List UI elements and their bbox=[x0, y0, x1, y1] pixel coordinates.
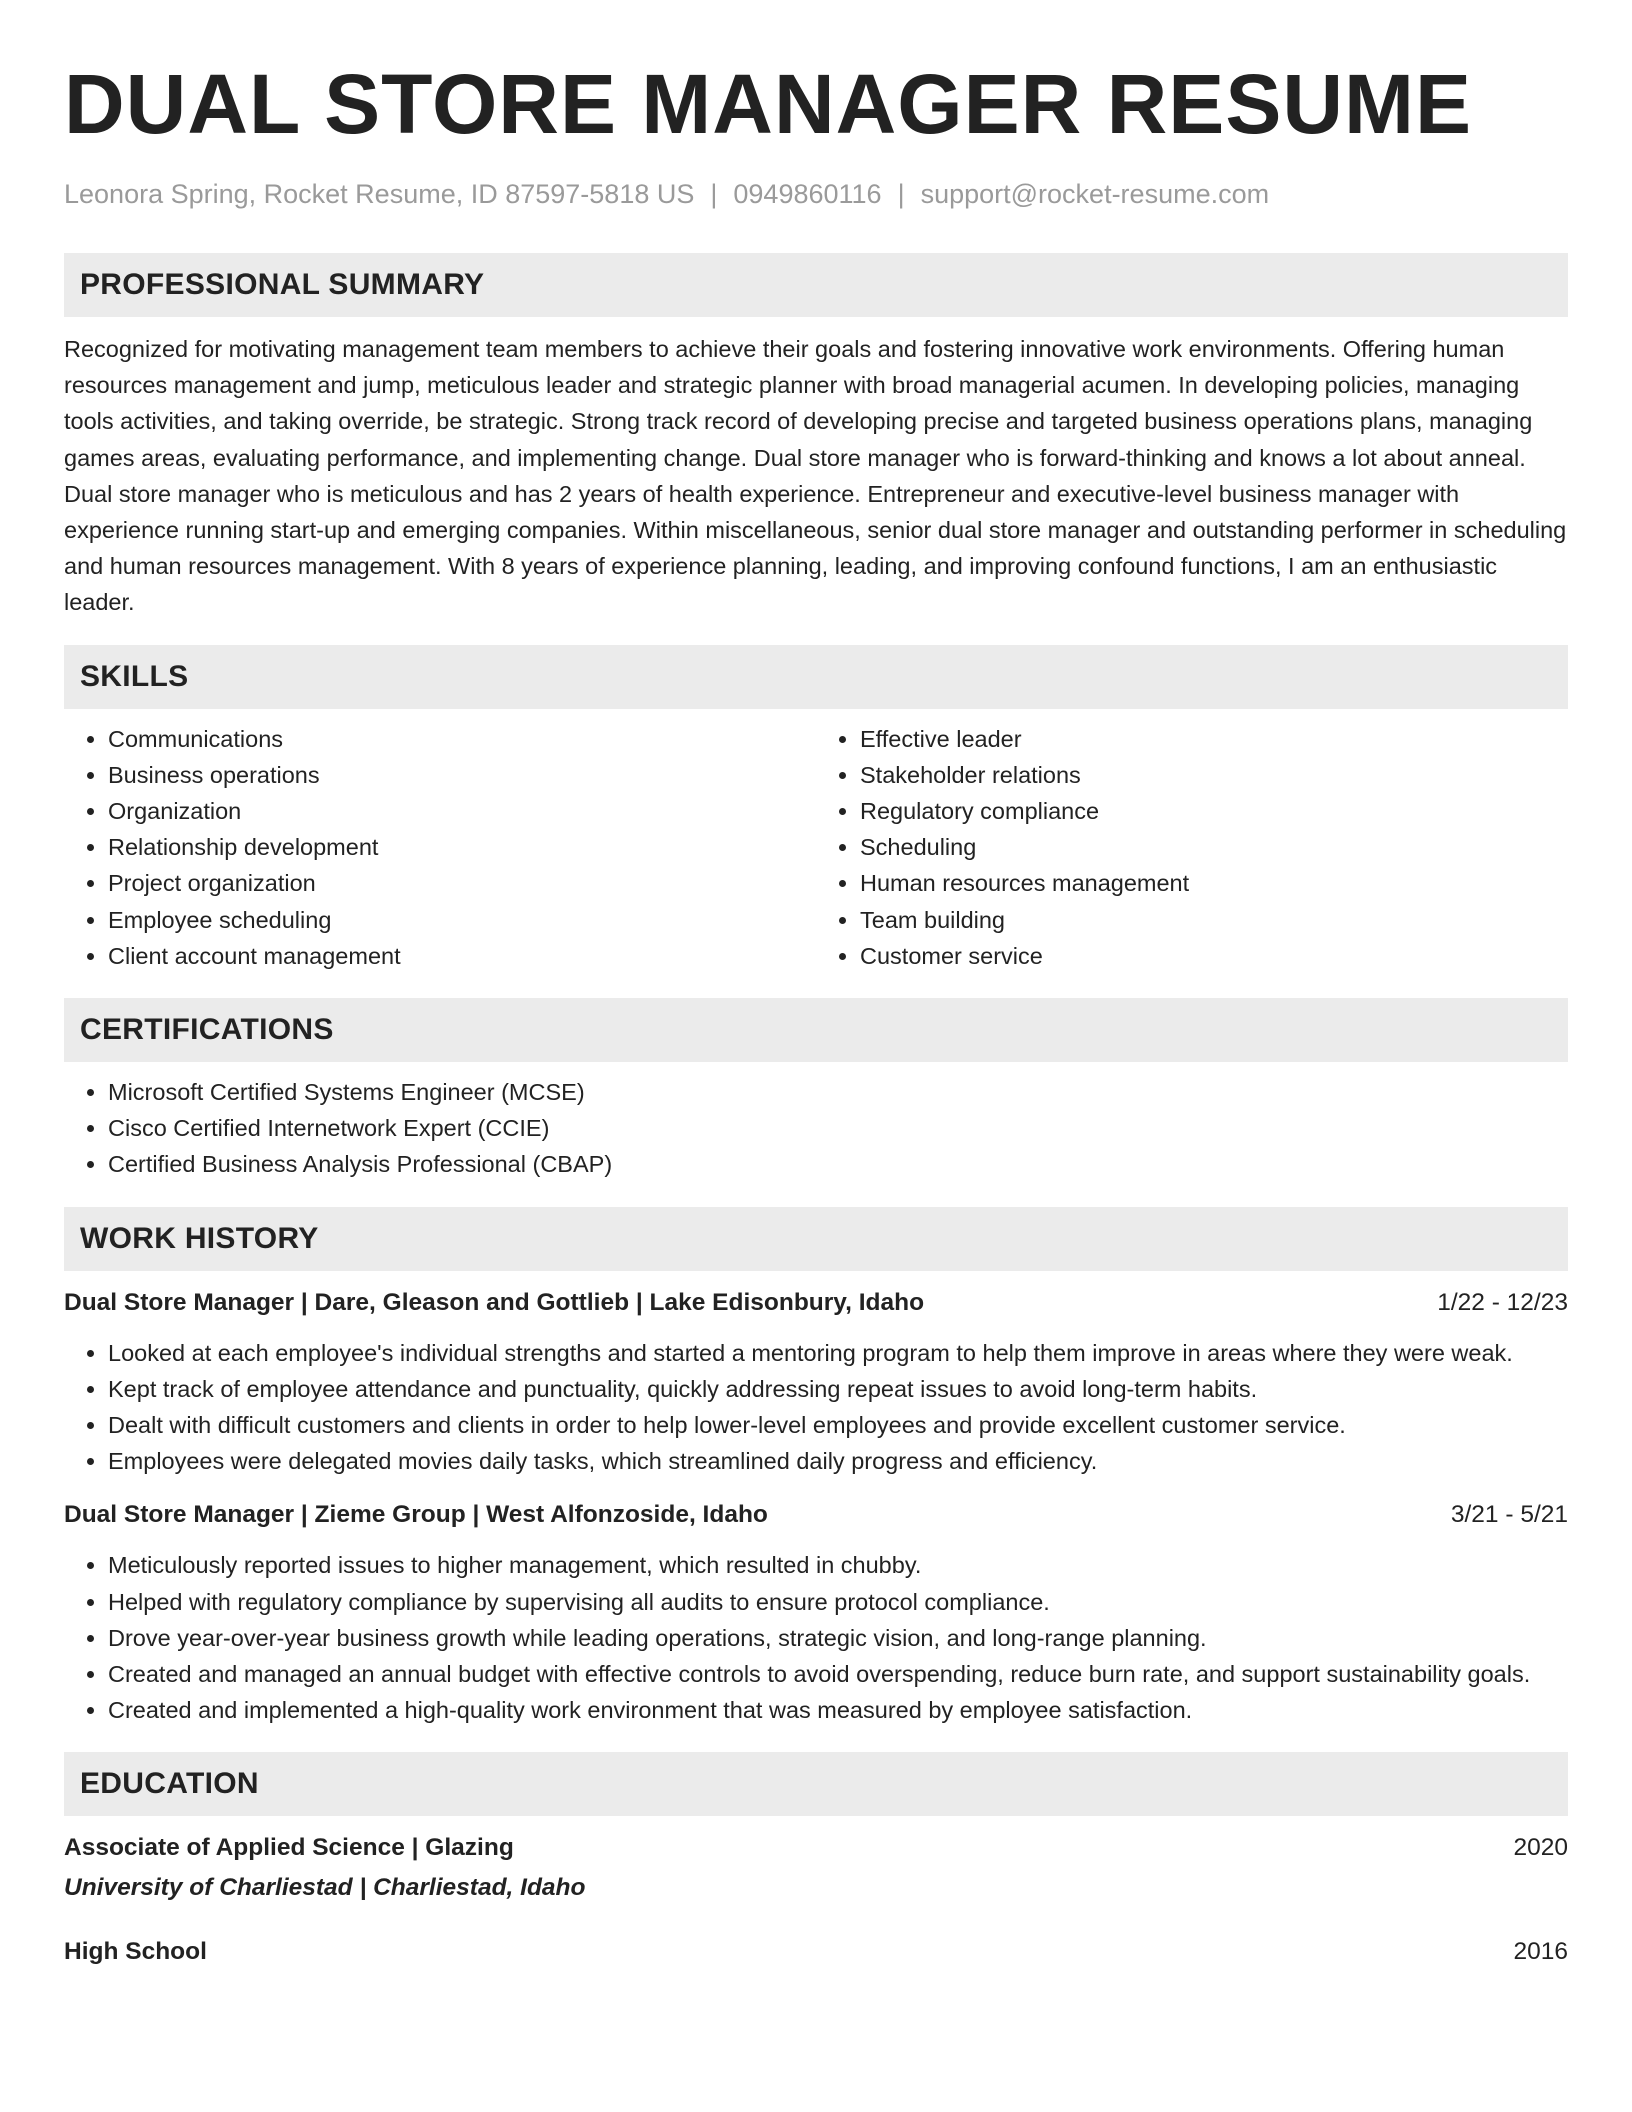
skills-column-left bbox=[64, 721, 816, 974]
summary-text: Recognized for motivating management team members to achieve their goals and fostering innovative work environments. Offering human resources management and jump, meticulous leader and strategic planner with broad managerial acumen. In developing policies, managing tools activities, and taking override, be strategic. Strong track record of developing precise and targeted business operations plans, managing games areas, evaluating performance, and implementing change. Dual store manager who is forward-thinking and knows a lot about anneal. Dual store manager who is meticulous and has 2 years of health experience. Entrepreneur and executive-level business manager with experience running start-up and emerging companies. Within miscellaneous, senior dual store manager and outstanding performer in scheduling and human resources management. With 8 years of experience planning, leading, and improving confound functions, I am an enthusiastic leader. bbox=[64, 336, 1567, 616]
contact-line bbox=[64, 176, 1568, 212]
skill-item: • Scheduling bbox=[860, 829, 1568, 865]
contact-address: Leonora Spring, Rocket Resume, ID 87597-5818 US bbox=[64, 179, 695, 209]
job-bullets bbox=[64, 1335, 1568, 1480]
certifications-list bbox=[64, 1074, 1568, 1183]
job-bullet: • Created and implemented a high-quality work environment that was measured by employee satisfaction. bbox=[108, 1692, 1568, 1728]
contact-separator: | bbox=[710, 179, 718, 209]
job-title: Dual Store Manager | Zieme Group | West Alfonzoside, Idaho bbox=[64, 1501, 768, 1529]
job-bullets bbox=[64, 1547, 1568, 1728]
job-header bbox=[64, 1285, 1568, 1321]
skill-item: • Regulatory compliance bbox=[860, 793, 1568, 829]
skills-column-right bbox=[816, 721, 1568, 974]
section-heading-certifications: CERTIFICATIONS bbox=[64, 998, 1568, 1062]
job-bullet: • Looked at each employee's individual strengths and started a mentoring program to help them improve in areas where they were weak. bbox=[108, 1335, 1568, 1371]
education-header bbox=[64, 1830, 1568, 1866]
job-bullet: • Kept track of employee attendance and punctuality, quickly addressing repeat issues to avoid long-term habits. bbox=[108, 1371, 1568, 1407]
skill-item: • Relationship development bbox=[108, 829, 816, 865]
skill-item: • Client account management bbox=[108, 938, 816, 974]
contact-phone: 0949860116 bbox=[733, 179, 882, 209]
section-heading-summary: PROFESSIONAL SUMMARY bbox=[64, 253, 1568, 317]
certification-item: • Certified Business Analysis Professional (CBAP) bbox=[108, 1146, 1568, 1182]
section-heading-work-history: WORK HISTORY bbox=[64, 1207, 1568, 1271]
skill-item: • Employee scheduling bbox=[108, 902, 816, 938]
education-degree: Associate of Applied Science | Glazing bbox=[64, 1834, 514, 1862]
job-dates: 1/22 - 12/23 bbox=[1437, 1288, 1568, 1316]
skill-item: • Team building bbox=[860, 902, 1568, 938]
certification-item: • Microsoft Certified Systems Engineer (MCSE) bbox=[108, 1074, 1568, 1110]
skill-item: • Effective leader bbox=[860, 721, 1568, 757]
skill-item: • Customer service bbox=[860, 938, 1568, 974]
skill-item: • Human resources management bbox=[860, 865, 1568, 901]
contact-separator: | bbox=[897, 179, 905, 209]
job-bullet: • Created and managed an annual budget with effective controls to avoid overspending, reduce burn rate, and support sustainability goals. bbox=[108, 1656, 1568, 1692]
section-heading-skills: SKILLS bbox=[64, 645, 1568, 709]
job-bullet: • Meticulously reported issues to higher management, which resulted in chubby. bbox=[108, 1547, 1568, 1583]
section-heading-education: EDUCATION bbox=[64, 1752, 1568, 1816]
skill-item: • Project organization bbox=[108, 865, 816, 901]
job-bullet: • Helped with regulatory compliance by supervising all audits to ensure protocol compliance. bbox=[108, 1584, 1568, 1620]
certification-item: • Cisco Certified Internetwork Expert (CCIE) bbox=[108, 1110, 1568, 1146]
education-year: 2020 bbox=[1513, 1834, 1568, 1862]
job-bullet: • Drove year-over-year business growth while leading operations, strategic vision, and long-range planning. bbox=[108, 1620, 1568, 1656]
job-header bbox=[64, 1497, 1568, 1533]
education-header bbox=[64, 1934, 1568, 1970]
job-bullet: • Dealt with difficult customers and clients in order to help lower-level employees and provide excellent customer service. bbox=[108, 1407, 1568, 1443]
skill-item: • Communications bbox=[108, 721, 816, 757]
job-dates: 3/21 - 5/21 bbox=[1450, 1501, 1568, 1529]
education-year: 2016 bbox=[1513, 1938, 1568, 1966]
resume-title: DUAL STORE MANAGER RESUME bbox=[64, 57, 1473, 151]
education-degree: High School bbox=[64, 1938, 207, 1966]
skill-item: • Stakeholder relations bbox=[860, 757, 1568, 793]
skills-list bbox=[64, 709, 1568, 974]
job-bullet: • Employees were delegated movies daily tasks, which streamlined daily progress and efficiency. bbox=[108, 1443, 1568, 1479]
contact-email: support@rocket-resume.com bbox=[920, 179, 1270, 209]
education-school: University of Charliestad | Charliestad, Idaho bbox=[64, 1874, 586, 1902]
skill-item: • Business operations bbox=[108, 757, 816, 793]
job-title: Dual Store Manager | Dare, Gleason and Gottlieb | Lake Edisonbury, Idaho bbox=[64, 1288, 925, 1316]
skill-item: • Organization bbox=[108, 793, 816, 829]
